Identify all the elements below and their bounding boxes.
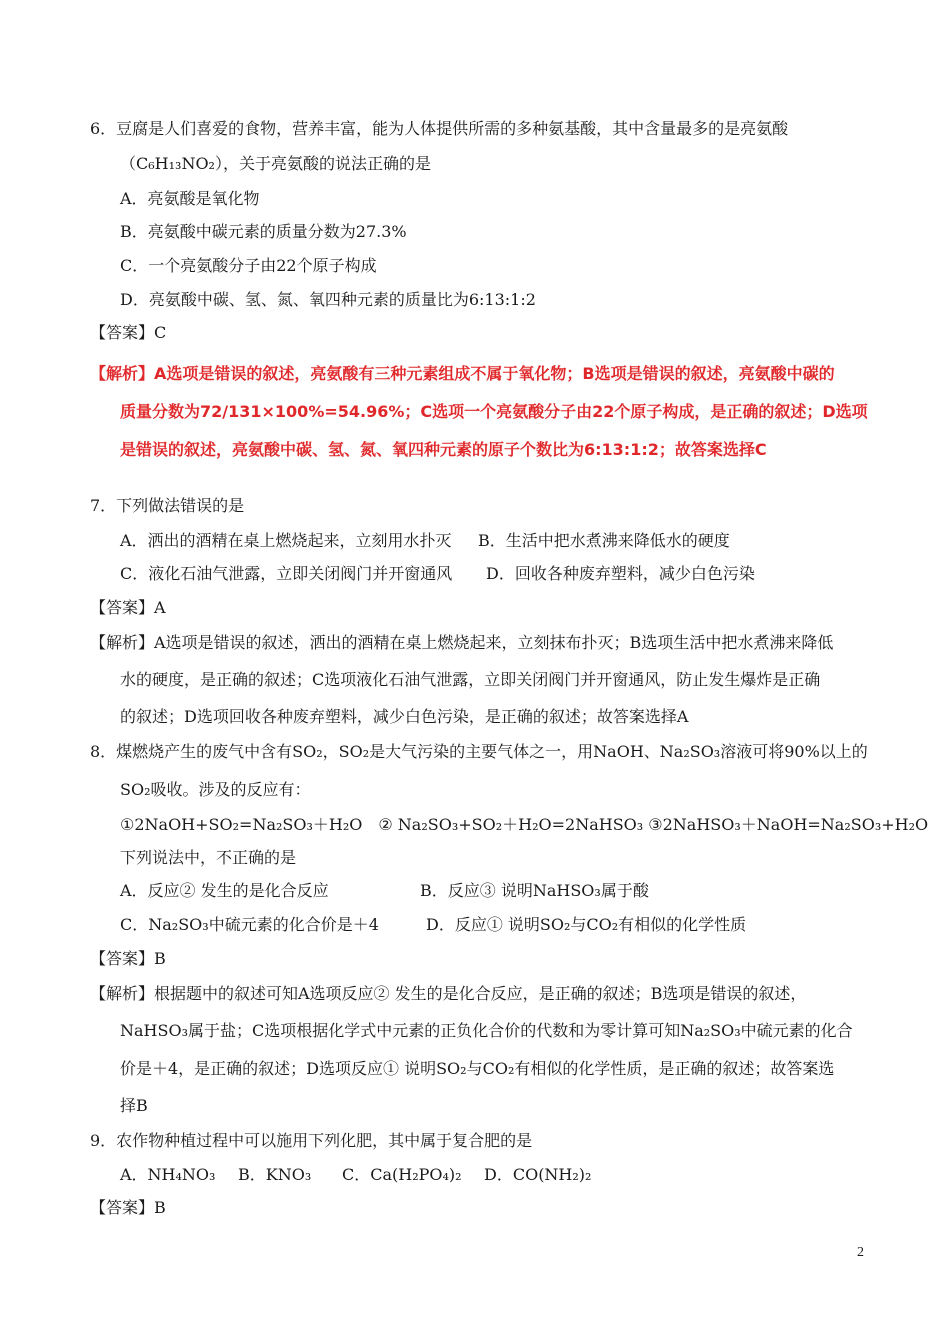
q8-option-a: A．反应② 发生的是化合反应 [120,881,329,900]
q6-option-b: B．亮氨酸中碳元素的质量分数为27.3% [120,222,407,241]
q6-option-a: A．亮氨酸是氧化物 [120,189,260,208]
q8-options-row1 [120,880,649,902]
q8-answer: 【答案】B [90,949,166,968]
q6-stem-line2: （C₆H₁₃NO₂），关于亮氨酸的说法正确的是 [120,154,431,173]
q7-options-row2 [120,563,755,585]
q8-stem-line3: 下列说法中，不正确的是 [120,848,297,867]
q9-stem: 9．农作物种植过程中可以施用下列化肥，其中属于复合肥的是 [90,1131,533,1150]
q8-reactions: ①2NaOH+SO₂=Na₂SO₃＋H₂O ② Na₂SO₃+SO₂＋H₂O=2NaHSO₃ ③2NaHSO₃＋NaOH=Na₂SO₃+H₂O [120,815,929,834]
q7-options-row1 [120,530,730,552]
q9-option-d: D．CO(NH₂)₂ [484,1165,592,1184]
q8-option-c: C．Na₂SO₃中硫元素的化合价是＋4 [120,915,379,934]
q6-answer: 【答案】C [90,323,167,342]
q7-option-d: D．回收各种废弃塑料，减少白色污染 [486,564,755,583]
q8-option-b: B．反应③ 说明NaHSO₃属于酸 [420,881,649,900]
q8-options-row2 [120,914,746,936]
q9-answer: 【答案】B [90,1198,166,1217]
q9-option-a: A．NH₄NO₃ [120,1165,216,1184]
q8-analysis-line2: NaHSO₃属于盐；C选项根据化学式中元素的正负化合价的代数和为零计算可知Na₂SO₃中硫元素的化合 [120,1021,853,1040]
q7-option-b: B．生活中把水煮沸来降低水的硬度 [478,531,730,550]
q8-analysis-line3: 价是＋4，是正确的叙述；D选项反应① 说明SO₂与CO₂有相似的化学性质，是正确的叙述；故答案选 [120,1059,835,1078]
q8-stem-line1: 8．煤燃烧产生的废气中含有SO₂，SO₂是大气污染的主要气体之一，用NaOH、Na₂SO₃溶液可将90%以上的 [90,742,868,761]
q7-analysis-line1: 【解析】A选项是错误的叙述，洒出的酒精在桌上燃烧起来，立刻抹布扑灭；B选项生活中把水煮沸来降低 [90,633,834,652]
q7-option-a: A．洒出的酒精在桌上燃烧起来，立刻用水扑灭 [120,531,452,550]
q6-analysis-line1: 【解析】A选项是错误的叙述，亮氨酸有三种元素组成不属于氧化物；B选项是错误的叙述，亮氨酸中碳的 [90,364,835,383]
q8-analysis-line1: 【解析】根据题中的叙述可知A选项反应② 发生的是化合反应，是正确的叙述；B选项是错误的叙述， [90,984,807,1003]
q6-option-c: C．一个亮氨酸分子由22个原子构成 [120,256,377,275]
q9-option-b: B．KNO₃ [238,1165,312,1184]
q8-analysis-line4: 择B [120,1096,148,1115]
q7-answer: 【答案】A [90,598,166,617]
q9-options-row [120,1164,591,1186]
q7-option-c: C．液化石油气泄露，立即关闭阀门并开窗通风 [120,564,453,583]
q7-analysis-line3: 的叙述；D选项回收各种废弃塑料，减少白色污染，是正确的叙述；故答案选择A [120,707,689,726]
page-number: 2 [857,1245,864,1260]
q6-analysis-line2: 质量分数为72/131×100%=54.96%；C选项一个亮氨酸分子由22个原子构成，是正确的叙述；D选项 [120,402,868,421]
q6-stem-line1: 6．豆腐是人们喜爱的食物，营养丰富，能为人体提供所需的多种氨基酸，其中含量最多的是亮氨酸 [90,119,789,138]
q7-stem: 7．下列做法错误的是 [90,496,245,515]
q7-analysis-line2: 水的硬度，是正确的叙述；C选项液化石油气泄露，立即关闭阀门并开窗通风，防止发生爆炸是正确 [120,670,821,689]
q9-option-c: C．Ca(H₂PO₄)₂ [342,1165,462,1184]
q6-analysis-line3: 是错误的叙述，亮氨酸中碳、氢、氮、氧四种元素的原子个数比为6:13:1:2；故答案选择C [120,440,767,459]
q8-option-d: D．反应① 说明SO₂与CO₂有相似的化学性质 [426,915,747,934]
q8-stem-line2: SO₂吸收。涉及的反应有： [120,780,311,799]
q6-option-d: D．亮氨酸中碳、氢、氮、氧四种元素的质量比为6:13:1:2 [120,290,536,309]
